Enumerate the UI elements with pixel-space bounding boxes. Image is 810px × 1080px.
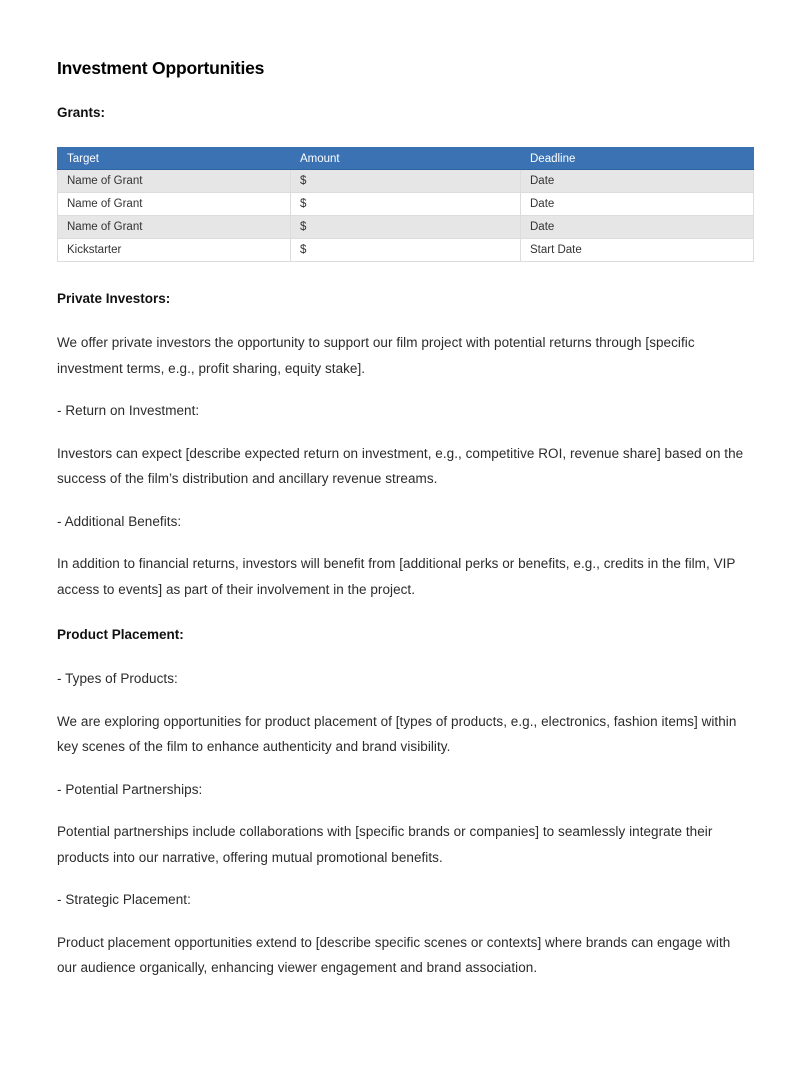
column-header-deadline: Deadline bbox=[521, 148, 754, 170]
cell-target: Kickstarter bbox=[58, 239, 291, 262]
table-row bbox=[58, 239, 754, 262]
spacer bbox=[57, 870, 753, 887]
paragraph-private-investors-intro: We offer private investors the opportunity to support our film project with potential returns through [specific investment terms, e.g., profit sharing, equity stake]. bbox=[57, 335, 695, 376]
spacer bbox=[57, 492, 753, 509]
spacer bbox=[57, 534, 753, 551]
spacer bbox=[57, 424, 753, 441]
paragraph-return-on-investment: Investors can expect [describe expected return on investment, e.g., competitive ROI, revenue share] based on the success of the film’s distribution and ancillary revenue streams. bbox=[57, 445, 744, 486]
spacer bbox=[57, 760, 753, 777]
spacer bbox=[57, 913, 753, 930]
cell-target: Name of Grant bbox=[58, 216, 291, 239]
spacer bbox=[57, 602, 753, 625]
grants-table-body bbox=[58, 170, 754, 262]
paragraph-additional-benefits: In addition to financial returns, investors will benefit from [additional perks or benefits, e.g., credits in the film, VIP access to events] as part of their involvement in the project. bbox=[57, 556, 736, 597]
section-heading-grants: Grants: bbox=[57, 105, 106, 120]
spacer bbox=[57, 692, 753, 709]
grants-table-head bbox=[58, 148, 754, 170]
page-title: Investment Opportunities bbox=[57, 58, 265, 78]
grants-table bbox=[57, 147, 754, 262]
label-strategic-placement: - Strategic Placement: bbox=[57, 892, 191, 907]
cell-target: Name of Grant bbox=[58, 193, 291, 216]
cell-deadline: Start Date bbox=[521, 239, 754, 262]
label-types-of-products: - Types of Products: bbox=[57, 671, 178, 686]
cell-target: Name of Grant bbox=[58, 170, 291, 193]
section-heading-product-placement: Product Placement: bbox=[57, 627, 184, 642]
paragraph-potential-partnerships: Potential partnerships include collaborations with [specific brands or companies] to seamlessly integrate their products into our narrative, offering mutual promotional benefits. bbox=[57, 824, 713, 865]
section-heading-private-investors: Private Investors: bbox=[57, 291, 171, 306]
table-header-row bbox=[58, 148, 754, 170]
label-potential-partnerships: - Potential Partnerships: bbox=[57, 781, 203, 797]
column-header-amount: Amount bbox=[291, 148, 521, 170]
table-row bbox=[58, 216, 754, 239]
spacer bbox=[57, 80, 753, 103]
spacer bbox=[57, 381, 753, 398]
spacer bbox=[57, 262, 753, 289]
column-header-target: Target bbox=[58, 148, 291, 170]
table-row bbox=[58, 193, 754, 216]
cell-deadline: Date bbox=[521, 216, 754, 239]
cell-deadline: Date bbox=[521, 193, 754, 216]
cell-amount: $ bbox=[291, 193, 521, 216]
paragraph-strategic-placement: Product placement opportunities extend to [describe specific scenes or contexts] where brands can engage with our audience organically, enhancing viewer engagement and brand association. bbox=[57, 934, 731, 975]
table-row bbox=[58, 170, 754, 193]
label-additional-benefits: - Additional Benefits: bbox=[57, 513, 182, 529]
cell-deadline: Date bbox=[521, 170, 754, 193]
label-return-on-investment: - Return on Investment: bbox=[57, 403, 200, 418]
cell-amount: $ bbox=[291, 216, 521, 239]
spacer bbox=[57, 802, 753, 819]
cell-amount: $ bbox=[291, 170, 521, 193]
spacer bbox=[57, 309, 753, 330]
spacer bbox=[57, 123, 753, 147]
spacer bbox=[57, 645, 753, 666]
cell-amount: $ bbox=[291, 239, 521, 262]
paragraph-types-of-products: We are exploring opportunities for product placement of [types of products, e.g., electronics, fashion items] within key scenes of the film to enhance authenticity and brand visibility. bbox=[57, 713, 737, 754]
